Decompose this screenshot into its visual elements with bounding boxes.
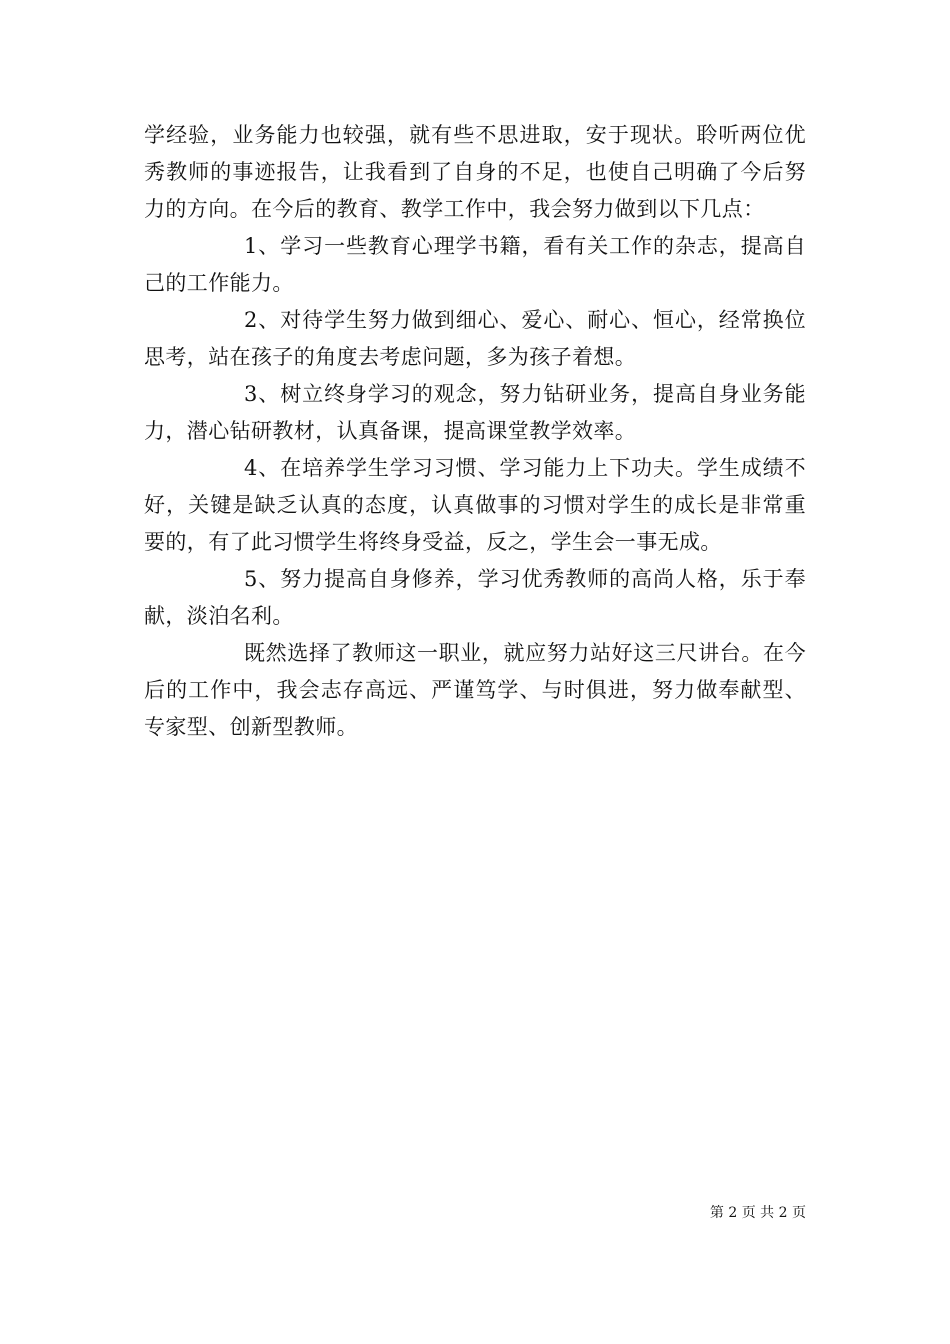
paragraph-conclusion: 既然选择了教师这一职业，就应努力站好这三尺讲台。在今后的工作中，我会志存高远、严谨笃学、与时俱进，努力做奉献型、专家型、创新型教师。 [144,641,806,739]
paragraph-point-5: 5、努力提高自身修养，学习优秀教师的高尚人格，乐于奉献，淡泊名利。 [144,567,806,628]
page-number-footer: 第 2 页 共 2 页 [709,1205,806,1221]
paragraph-point-2: 2、对待学生努力做到细心、爱心、耐心、恒心，经常换位思考，站在孩子的角度去考虑问题，多为孩子着想。 [144,308,806,369]
paragraph-point-4: 4、在培养学生学习习惯、学习能力上下功夫。学生成绩不好，关键是缺乏认真的态度，认真做事的习惯对学生的成长是非常重要的，有了此习惯学生将终身受益，反之，学生会一事无成。 [144,456,806,554]
paragraph-point-1: 1、学习一些教育心理学书籍，看有关工作的杂志，提高自己的工作能力。 [144,234,806,295]
paragraph-point-3: 3、树立终身学习的观念，努力钻研业务，提高自身业务能力，潜心钻研教材，认真备课，提高课堂教学效率。 [144,382,806,443]
paragraph-continuation: 学经验，业务能力也较强，就有些不思进取，安于现状。聆听两位优秀教师的事迹报告，让我看到了自身的不足，也使自己明确了今后努力的方向。在今后的教育、教学工作中，我会努力做到以下几点： [144,123,806,221]
document-body [144,117,806,746]
